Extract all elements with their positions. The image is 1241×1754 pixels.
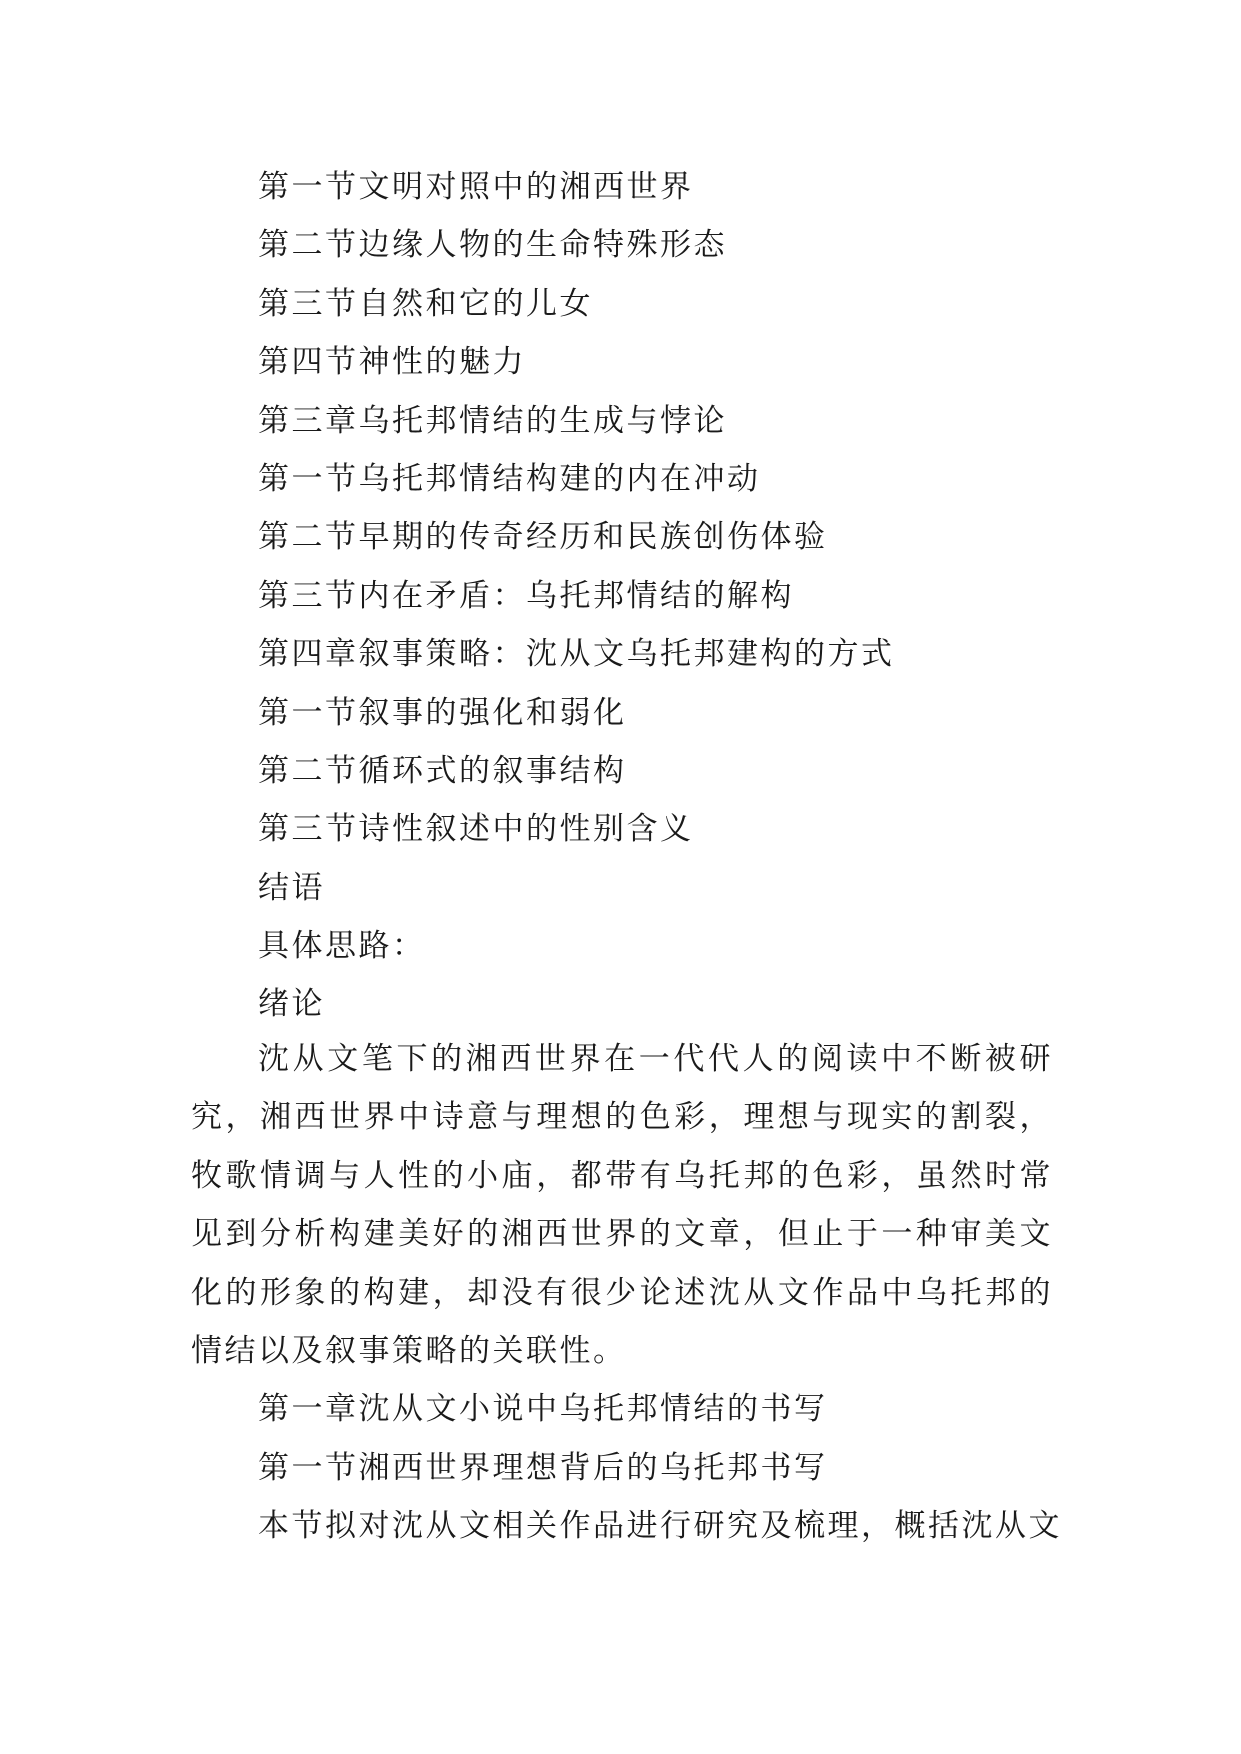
outline-item: 绪论 xyxy=(258,986,325,1023)
outline-item: 第一节乌托邦情结构建的内在冲动 xyxy=(258,460,761,497)
outline-list xyxy=(258,158,1158,1034)
intro-paragraph: 沈从文笔下的湘西世界在一代代人的阅读中不断被研究，湘西世界中诗意与理想的色彩，理想与现实的割裂，牧歌情调与人性的小庙，都带有乌托邦的色彩，虽然时常见到分析构建美好的湘西世界的文章，但止于一种审美文化的形象的构建，却没有很少论述沈从文作品中乌托邦的情结以及叙事策略的关联性。 xyxy=(191,1041,1053,1370)
outline-item: 第三节自然和它的儿女 xyxy=(258,285,593,322)
outline-item: 结语 xyxy=(258,869,325,906)
body-text xyxy=(191,1030,1062,1556)
outline-item: 第一节文明对照中的湘西世界 xyxy=(258,169,694,205)
outline-item: 第三章乌托邦情结的生成与悖论 xyxy=(258,402,727,439)
outline-item: 具体思路： xyxy=(258,928,426,965)
section-heading: 第一节湘西世界理想背后的乌托邦书写 xyxy=(258,1449,828,1486)
closing-paragraph: 本节拟对沈从文相关作品进行研究及梳理，概括沈从文 xyxy=(258,1508,1062,1545)
chapter-heading: 第一章沈从文小说中乌托邦情结的书写 xyxy=(258,1391,828,1428)
outline-item: 第三节诗性叙述中的性别含义 xyxy=(258,811,694,848)
outline-item: 第二节循环式的叙事结构 xyxy=(258,752,627,789)
outline-item: 第四节神性的魅力 xyxy=(258,344,526,381)
outline-item: 第二节边缘人物的生命特殊形态 xyxy=(258,227,727,264)
outline-item: 第三节内在矛盾：乌托邦情结的解构 xyxy=(258,577,794,614)
outline-item: 第四章叙事策略：沈从文乌托邦建构的方式 xyxy=(258,636,895,673)
outline-item: 第二节早期的传奇经历和民族创伤体验 xyxy=(258,519,828,556)
outline-item: 第一节叙事的强化和弱化 xyxy=(258,694,627,731)
